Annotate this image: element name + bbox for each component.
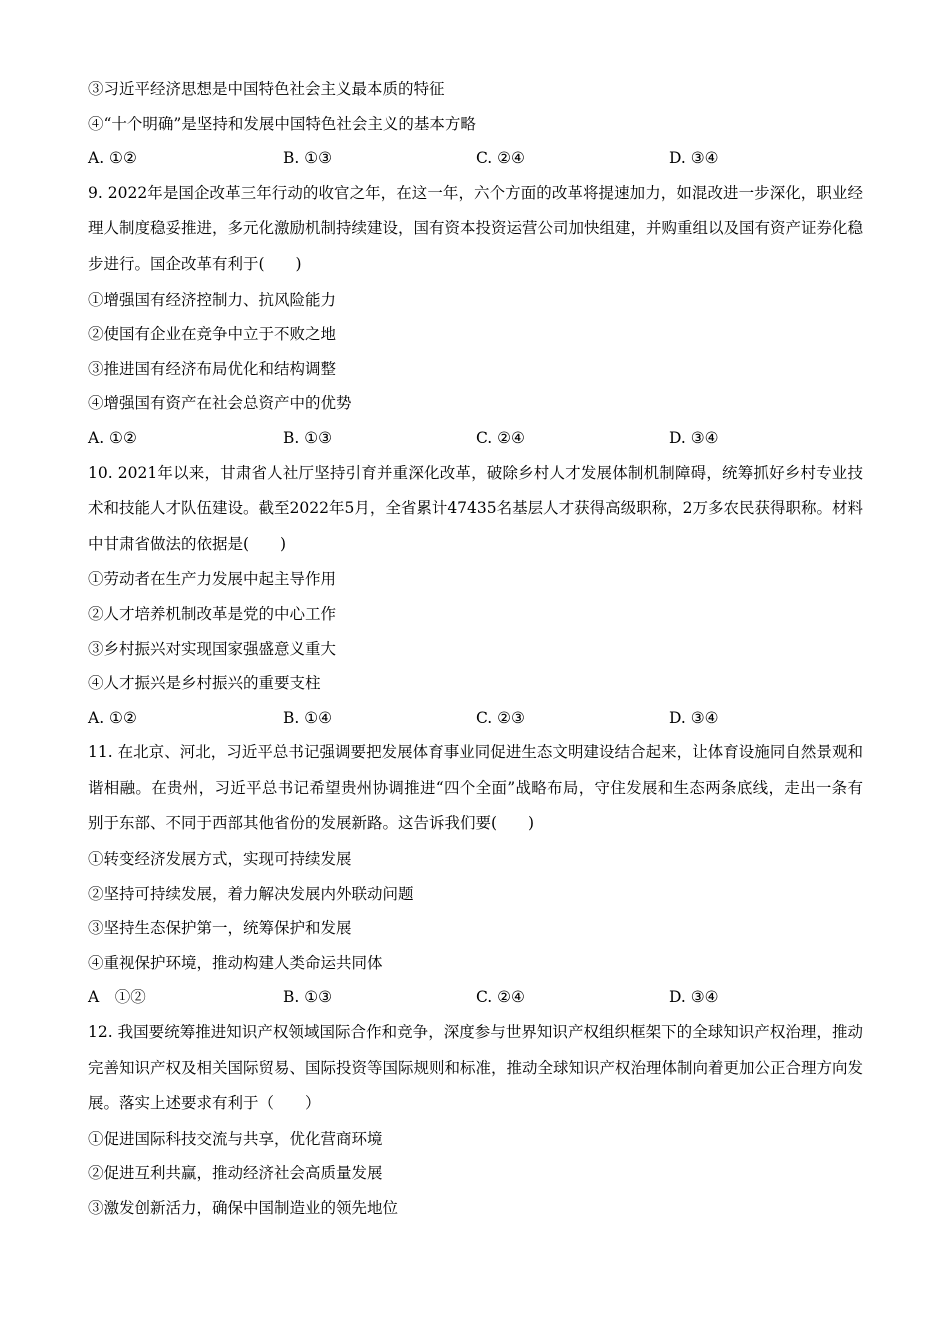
choice-a: A. ①② [88, 149, 137, 168]
previous-question-tail [88, 72, 863, 176]
page-content [88, 72, 863, 1226]
statement: ③习近平经济思想是中国特色社会主义最本质的特征 [88, 80, 445, 98]
answer-choices [88, 421, 863, 456]
statement: ④重视保护环境，推动构建人类命运共同体 [88, 953, 383, 972]
question-9 [88, 176, 863, 456]
question-10 [88, 456, 863, 736]
question-stem: 12. 我国要统筹推进知识产权领域国际合作和竞争，深度参与世界知识产权组织框架下的全球知识产权治理，推动完善知识产权及相关国际贸易、国际投资等国际规则和标准，推动全球知识产权治理体制向着更加公正合理方向发展。落实上述要求有利于（ ） [88, 1023, 864, 1113]
choice-b: B. ①③ [283, 988, 333, 1007]
statement: ③乡村振兴对实现国家强盛意义重大 [88, 639, 337, 658]
choice-a: A. ①② [88, 708, 137, 727]
statement: ④人才振兴是乡村振兴的重要支柱 [88, 674, 321, 693]
statement: ②使国有企业在竞争中立于不败之地 [88, 325, 337, 344]
question-stem: 11. 在北京、河北，习近平总书记强调要把发展体育事业同促进生态文明建设结合起来，让体育设施同自然景观和谐相融。在贵州，习近平总书记希望贵州协调推进“四个全面”战略布局，守住发展和生态两条底线，走出一条有别于东部、不同于西部其他省份的发展新路。这告诉我们要( ) [88, 743, 863, 833]
statement: ①劳动者在生产力发展中起主导作用 [88, 570, 337, 589]
statement: ②人才培养机制改革是党的中心工作 [88, 604, 337, 623]
choice-d: D. ③④ [669, 149, 719, 168]
question-stem: 10. 2021年以来，甘肃省人社厅坚持引育并重深化改革，破除乡村人才发展体制机制障碍，统筹抓好乡村专业技术和技能人才队伍建设。截至2022年5月，全省累计47435名基层人才获得高级职称，2万多农民获得职称。材料中甘肃省做法的依据是( ) [88, 463, 863, 553]
statement: ①转变经济发展方式，实现可持续发展 [88, 850, 352, 869]
choice-c: C. ②④ [476, 149, 525, 168]
statement: ③激发创新活力，确保中国制造业的领先地位 [88, 1199, 399, 1217]
choice-a: A ①② [88, 988, 146, 1007]
choice-b: B. ①④ [283, 708, 333, 727]
question-12 [88, 1015, 863, 1226]
answer-choices [88, 701, 863, 736]
statement: ②促进互利共赢，推动经济社会高质量发展 [88, 1164, 383, 1183]
choice-a: A. ①② [88, 428, 137, 447]
choice-d: D. ③④ [669, 988, 719, 1007]
statement: ④“十个明确”是坚持和发展中国特色社会主义的基本方略 [88, 114, 476, 133]
choice-c: C. ②④ [476, 428, 525, 447]
choice-b: B. ①③ [283, 149, 333, 168]
answer-choices [88, 980, 863, 1015]
statement: ①增强国有经济控制力、抗风险能力 [88, 290, 337, 309]
statement: ③坚持生态保护第一，统筹保护和发展 [88, 919, 352, 938]
statement: ①促进国际科技交流与共享，优化营商环境 [88, 1129, 383, 1148]
statement: ③推进国有经济布局优化和结构调整 [88, 359, 337, 378]
choice-c: C. ②③ [476, 708, 525, 727]
choice-d: D. ③④ [669, 708, 719, 727]
choice-d: D. ③④ [669, 428, 719, 447]
choice-b: B. ①③ [283, 428, 333, 447]
choice-c: C. ②④ [476, 988, 525, 1007]
question-11 [88, 735, 863, 1015]
statement: ④增强国有资产在社会总资产中的优势 [88, 394, 352, 413]
answer-choices [88, 141, 863, 176]
question-stem: 9. 2022年是国企改革三年行动的收官之年，在这一年，六个方面的改革将提速加力，如混改进一步深化，职业经理人制度稳妥推进，多元化激励机制持续建设，国有资本投资运营公司加快组建，并购重组以及国有资产证券化稳步进行。国企改革有利于( ) [88, 183, 864, 273]
statement: ②坚持可持续发展，着力解决发展内外联动问题 [88, 884, 414, 903]
